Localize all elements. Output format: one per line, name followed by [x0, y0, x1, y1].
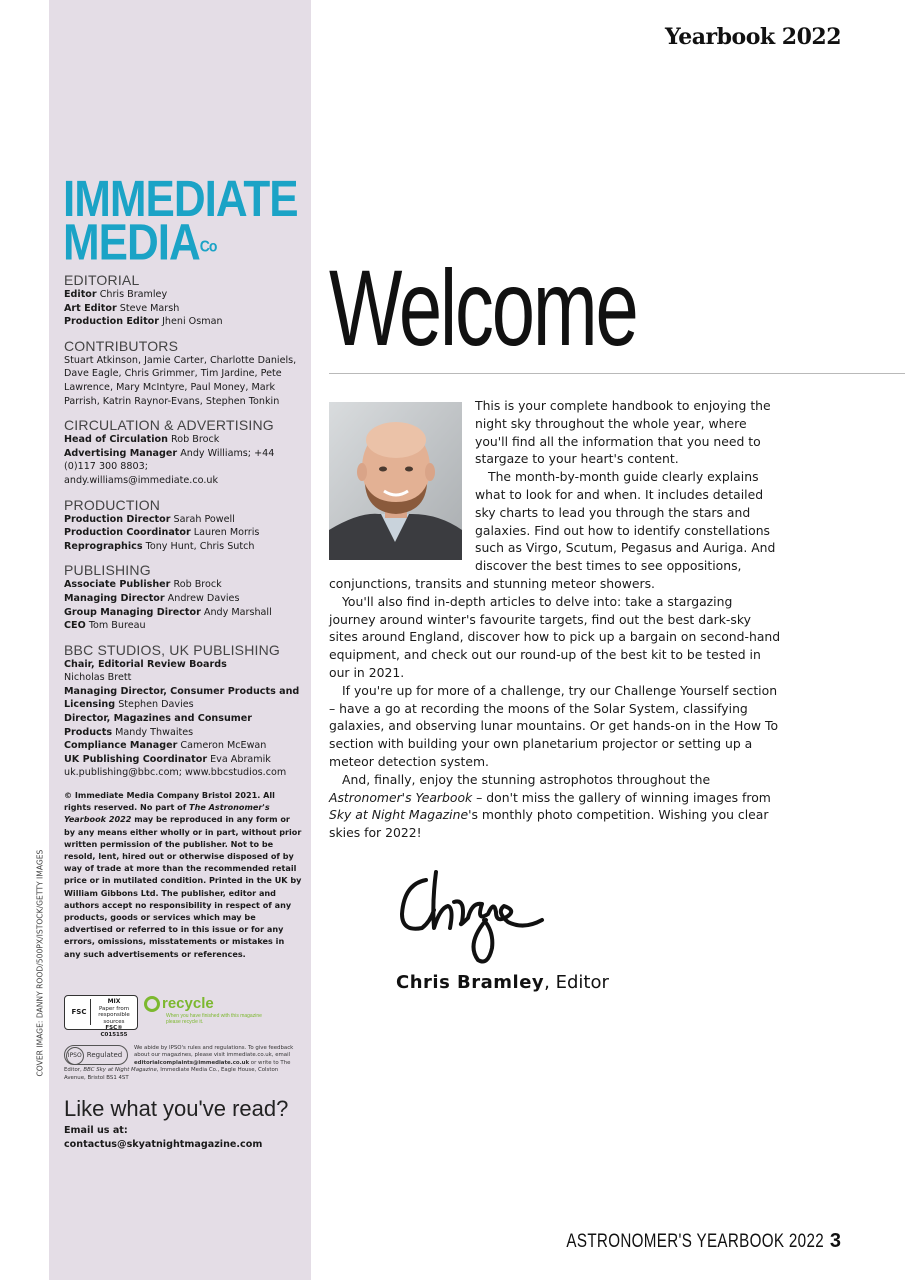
fsc-code: FSC® C015155 [100, 1025, 128, 1038]
masthead-credits [64, 272, 302, 960]
page-footer [502, 1230, 841, 1253]
publication-name: ASTRONOMER'S YEARBOOK 2022 [566, 1231, 824, 1252]
circulation-section [64, 417, 302, 487]
article-body [329, 397, 781, 842]
cover-image-credit: COVER IMAGE: DANNY ROOD/500PX/ISTOCK/GETTY IMAGES [35, 849, 45, 1077]
ipso-icon: IPSO [66, 1047, 84, 1065]
staff-row: Art Editor Steve Marsh [64, 302, 180, 314]
staff-row: Director, Magazines and Consumer Products Mandy Thwaites [64, 713, 253, 738]
staff-row: Compliance Manager Cameron McEwan [64, 740, 267, 752]
editorial-section [64, 272, 302, 329]
feedback-contact [64, 1124, 262, 1151]
email-label: Email us at: [64, 1125, 128, 1136]
ipso-badge: IPSO Regulated [64, 1045, 128, 1065]
logo-line-1: IMMEDIATE [63, 171, 298, 228]
fsc-mix: MIX [107, 998, 121, 1005]
section-heading: PUBLISHING [64, 562, 151, 579]
complaints-email[interactable]: editorialcomplaints@immediate.co.uk [134, 1059, 250, 1066]
staff-row: Associate Publisher Rob Brock [64, 579, 222, 591]
article-paragraph: You'll also find in-depth articles to delve into: take a stargazing journey around winter's favourite targets, find out the best dark-sky sites around England, discover how to pick up a bargain on second-hand equipment, and check out our round-up of the best kit to be tested in our in 2021. [329, 593, 781, 680]
contact-email-link[interactable]: contactus@skyatnightmagazine.com [64, 1138, 263, 1150]
section-heading: BBC STUDIOS, UK PUBLISHING [64, 641, 281, 658]
staff-row: UK Publishing Coordinator Eva Abramik [64, 753, 271, 765]
staff-row: Reprographics Tony Hunt, Chris Sutch [64, 540, 255, 552]
feedback-heading: Like what you've read? [64, 1096, 289, 1121]
ipso-notice: IPSO Regulated We abide by IPSO's rules and regulations. To give feedback about our magazines, please visit immediate.co.uk, email editorialcomplaints@immediate.co.uk or write to The Editor, BBC Sky at Night Magazine, Immediate Media Co., Eagle House, Colston Avenue, Bristol BS1 4ST [64, 1045, 294, 1081]
publishing-section [64, 562, 302, 632]
recycle-icon [144, 996, 160, 1012]
staff-row: Head of Circulation Rob Brock [64, 434, 220, 446]
page-number: 3 [829, 1230, 841, 1252]
title-divider [329, 373, 905, 374]
section-heading: EDITORIAL [64, 272, 140, 288]
fsc-paper: Paper from responsible sources [98, 1005, 130, 1025]
staff-row: Editor Chris Bramley [64, 289, 168, 300]
staff-row: Group Managing Director Andy Marshall [64, 606, 272, 618]
section-heading: PRODUCTION [64, 496, 161, 513]
bbc-section [64, 642, 302, 780]
certification-logos [64, 995, 304, 1038]
page-title: Welcome [329, 247, 637, 368]
logo-co: Co [199, 236, 217, 256]
bbc-contact: uk.publishing@bbc.com; www.bbcstudios.com [64, 767, 287, 779]
fsc-logo [64, 995, 138, 1038]
staff-row: Advertising Manager Andy Williams; +44 (0)117 300 8803; andy.williams@immediate.co.uk [64, 447, 275, 486]
production-section [64, 497, 302, 554]
staff-row: Production Editor Jheni Osman [64, 316, 223, 328]
staff-row: Production Director Sarah Powell [64, 513, 235, 525]
article-paragraph: The month-by-month guide clearly explains what to look for and when. It includes detailed sky charts to lead you through the stars and galaxies. Find out how to identify constellations such as Virgo, Scutum, Pegasus and Auriga. And discover the best times to see oppositions, conjunctions, transits and stunning meteor showers. [329, 469, 776, 591]
section-heading: CONTRIBUTORS [64, 337, 179, 354]
staff-row: CEO Tom Bureau [64, 620, 146, 632]
photo-wrap-space [329, 397, 475, 565]
article-paragraph: This is your complete handbook to enjoying the night sky throughout the whole year, where you'll find all the information that you need to stargaze to your heart's content. [475, 398, 771, 467]
staff-row: Managing Director, Consumer Products and Licensing Stephen Davies [64, 685, 300, 711]
editor-signature [396, 862, 552, 966]
staff-row: Production Coordinator Lauren Morris [64, 527, 260, 539]
logo-line-2: MEDIA [63, 214, 200, 272]
recycle-label: recycle [162, 995, 214, 1012]
staff-row: Managing Director Andrew Davies [64, 592, 240, 604]
editor-byline: Chris Bramley, Editor [396, 972, 609, 993]
copyright-notice: © Immediate Media Company Bristol 2021. All rights reserved. No part of The Astronomer's Yearbook 2022 may be reproduced in any form or by any means either wholly or in part, without prior written permission of the publisher. Not to be resold, lent, hired out or otherwise disposed of by way of trade at more than the recommended retail price or in mutilated condition. Printed in the UK by William Gibbons Ltd. The publisher, editor and authors accept no responsibility in respect of any products, goods or services which may be advertised or referred to in this issue or for any errors, omissions, misstatements or mistakes in any such advertisements or references. [64, 790, 302, 959]
article-paragraph: And, finally, enjoy the stunning astrophotos throughout the Astronomer's Yearbook – don't miss the gallery of winning images from Sky at Night Magazine's monthly photo competition. Wishing you clear skies for 2022! [329, 771, 771, 841]
recycle-logo [144, 995, 262, 1025]
article-paragraph: If you're up for more of a challenge, try our Challenge Yourself section – have a go at recording the moons of the Solar System, classifying galaxies, and observing lunar mountains. Or get hands-on in the How To section with building your own planetarium projector or setting up a meteor detection system. [329, 682, 779, 769]
recycle-sub: When you have finished with this magazine please recycle it. [166, 1013, 262, 1025]
contributors-section [64, 338, 302, 408]
running-header: Yearbook 2022 [665, 24, 841, 50]
staff-row: Chair, Editorial Review Boards Nicholas Brett [64, 658, 227, 684]
section-heading: CIRCULATION & ADVERTISING [64, 417, 274, 434]
contributors-list: Stuart Atkinson, Jamie Carter, Charlotte Daniels, Dave Eagle, Chris Grimmer, Tim Jardine, Pete Lawrence, Mary McIntyre, Paul Money, Mark Parrish, Katrin Raynor-Evans, Stephen Tonkin [64, 354, 297, 407]
fsc-tree-icon: FSC [68, 999, 91, 1025]
immediate-media-logo [63, 171, 298, 272]
